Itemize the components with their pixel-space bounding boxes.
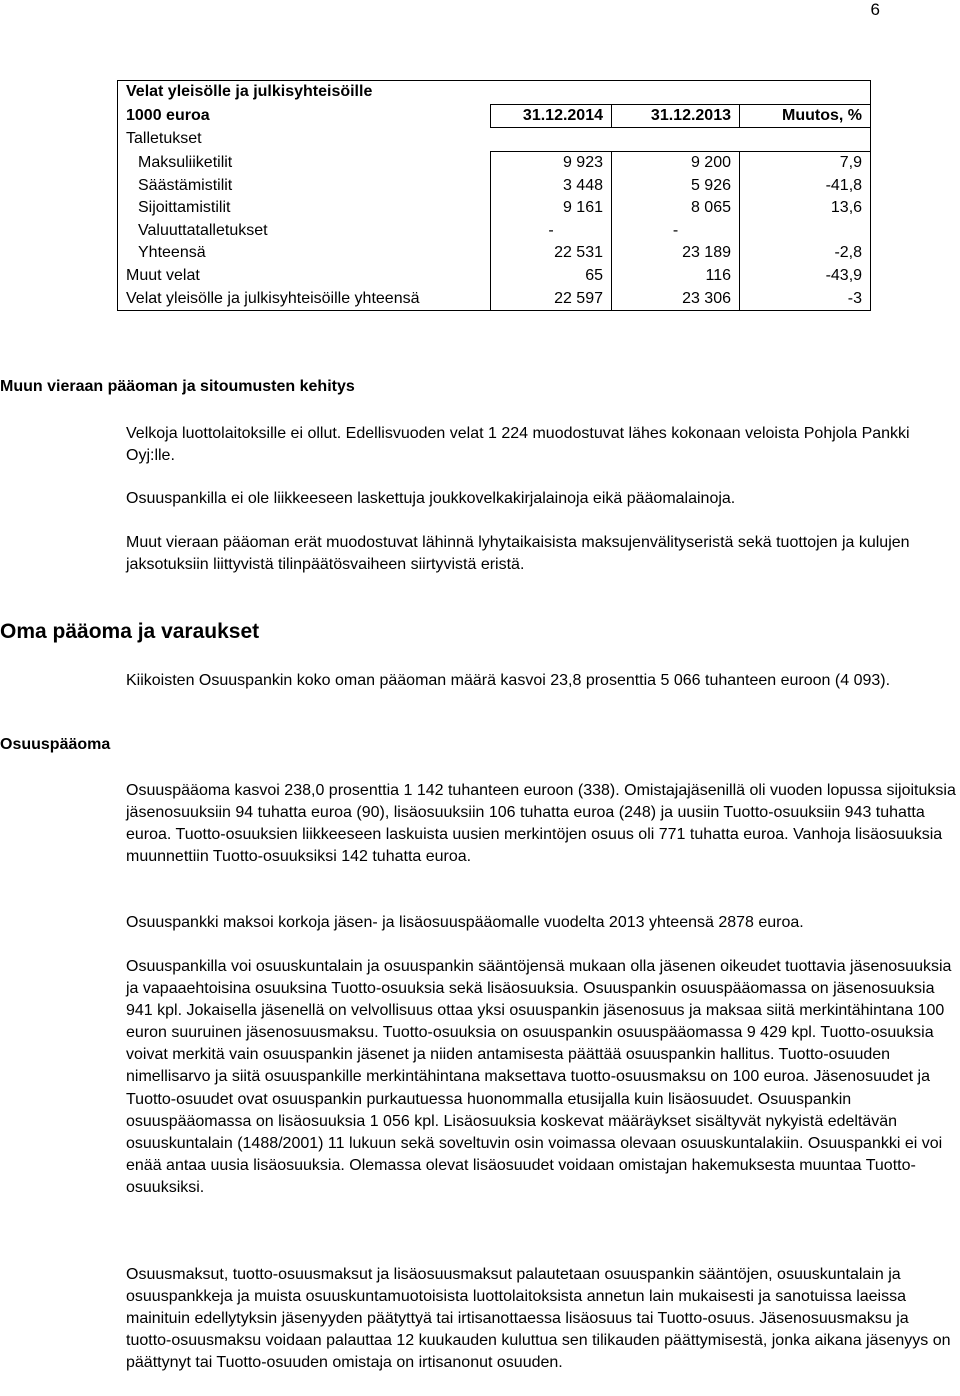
debt-section-heading: Muun vieraan pääoman ja sitoumusten kehitys [0,378,355,395]
debt-paragraph: Muut vieraan pääoman erät muodostuvat lähinnä lyhytaikaisista maksujenvälityseristä sekä tuottojen ja kulujen jaksotuksiin liittyvistä tilinpäätösvaiheen siirtyvistä eristä. [126,534,910,574]
table-row [118,287,871,310]
value-change: -2,8 [740,242,871,265]
value-2013: 8 065 [612,197,740,220]
row-label: Sijoittamistilit [118,197,491,220]
equity-paragraph: Osuusmaksut, tuotto-osuusmaksut ja lisäosuusmaksut palautetaan osuuspankin sääntöjen, osuuskuntalain ja osuuspankkeja ja muista osuuskuntamuotoisista luottolaitoksista annetun lain mukaisesti ja sanotuissa laeissa mainituin edellytyksin jäsenyyden päätyttyä tai irtisanottaessa lisäosuus tai Tuotto-osuus. Jäsenosuusmaksu ja tuotto-osuusmaksu voidaan palauttaa 12 kuukauden kuluttua sen tilikauden päättymisestä, jonka aikana jäsenyys on päättynyt tai Tuotto-osuuden omistaja on irtisanonut osuuden. [126,1266,951,1372]
value-2014: 9 161 [491,197,612,220]
table-row [118,220,871,243]
header-change: Muutos, % [740,104,871,128]
value-2013: 5 926 [612,174,740,197]
value-2014: 22 531 [491,242,612,265]
equity-paragraph: Osuuspankki maksoi korkoja jäsen- ja lisäosuuspääomalle vuodelta 2013 yhteensä 2878 euroa. [126,914,804,931]
value-2013: - [612,220,740,243]
header-2014: 31.12.2014 [491,104,612,128]
row-label: Maksuliiketilit [118,151,491,174]
side-label-osuuspaaoma: Osuuspääoma [0,736,111,753]
value-2014: 3 448 [491,174,612,197]
group-row [118,128,871,152]
table-title-row [118,81,871,105]
table-title: Velat yleisölle ja julkisyhteisöille [118,81,871,105]
row-label: Valuuttatalletukset [118,220,491,243]
table-row [118,265,871,288]
value-change: -3 [740,287,871,310]
table-row [118,174,871,197]
value-change: 7,9 [740,151,871,174]
value-change: -43,9 [740,265,871,288]
value-change [740,220,871,243]
value-change: 13,6 [740,197,871,220]
group-label: Talletukset [118,128,871,152]
value-2014: - [491,220,612,243]
equity-paragraph: Osuuspääoma kasvoi 238,0 prosenttia 1 142 tuhanteen euroon (338). Omistajajäsenillä oli vuoden lopussa sijoituksia jäsenosuuksiin 94 tuhatta euroa (90), lisäosuuksiin 106 tuhatta euroa (248) ja uusiin Tuotto-osuuksiin 943 tuhatta euroa. Tuotto-osuuksien liikkeeseen laskuista uusien merkintöjen osuus oli 771 tuhatta euroa. Vanhoja lisäosuuksia muunnettiin Tuotto-osuuksiksi 142 tuhatta euroa. [126,782,956,866]
value-2014: 9 923 [491,151,612,174]
page-number: 6 [870,0,880,19]
row-label: Yhteensä [118,242,491,265]
header-2013: 31.12.2013 [612,104,740,128]
table-row [118,242,871,265]
equity-paragraph: Osuuspankilla voi osuuskuntalain ja osuuspankin sääntöjensä mukaan olla jäsenen oikeudet tuottavia jäsenosuuksia ja vapaaehtoisina osuuksina Tuotto-osuuksia sekä lisäosuuksia. Osuuspankin osuuspääomassa on jäsenosuuksia 941 kpl. Jokaisella jäsenellä on velvollisuus ottaa yksi osuuspankin jäsenosuus ja maksaa siitä merkintähintana 100 euron suuruinen jäsenosuusmaksu. Tuotto-osuuksia on osuuspankin osuuspääomassa 9 429 kpl. Tuotto-osuuksia voivat merkitä vain osuuspankin jäsenet ja niiden antamisesta päättää osuuspankin hallitus. Tuotto-osuuden nimellisarvo ja siitä osuuspankille merkintähintana maksettava tuotto-osuusmaksu on 100 euroa. Jäsenosuudet ja Tuotto-osuudet ovat osuuspankin purkautuessa huonommalla etusijalla kuin lisäosuudet. Osuuspankin osuuspääomassa on lisäosuuksia 1 056 kpl. Lisäosuuksia koskevat määräykset sisältyvät nykyistä edeltävän osuuskuntalain (1488/2001) 11 lukuun sekä soveltuvin osin voimassa olevaan osuuskuntalakiin. Osuuspankki ei voi enää antaa uusia lisäosuuksia. Olemassa olevat lisäosuudet voidaan omistajan hakemuksesta muuntaa Tuotto-osuuksiksi. [126,958,952,1196]
table-row [118,151,871,174]
debt-paragraph: Velkoja luottolaitoksille ei ollut. Edellisvuoden velat 1 224 muodostuvat lähes kokonaan veloista Pohjola Pankki Oyj:lle. [126,425,910,465]
equity-section-heading: Oma pääoma ja varaukset [0,620,260,643]
table-row [118,197,871,220]
row-label: Velat yleisölle ja julkisyhteisöille yhteensä [118,287,491,310]
liabilities-table [117,80,871,311]
unit-label: 1000 euroa [118,104,491,128]
value-2013: 9 200 [612,151,740,174]
value-change: -41,8 [740,174,871,197]
table-header-row [118,104,871,128]
value-2014: 65 [491,265,612,288]
row-label: Säästämistilit [118,174,491,197]
equity-paragraph: Kiikoisten Osuuspankin koko oman pääoman määrä kasvoi 23,8 prosenttia 5 066 tuhanteen euroon (4 093). [126,672,891,689]
value-2013: 23 189 [612,242,740,265]
value-2013: 23 306 [612,287,740,310]
debt-paragraph: Osuuspankilla ei ole liikkeeseen laskettuja joukkovelkakirjalainoja eikä pääomalainoja. [126,490,736,507]
value-2014: 22 597 [491,287,612,310]
value-2013: 116 [612,265,740,288]
row-label: Muut velat [118,265,491,288]
